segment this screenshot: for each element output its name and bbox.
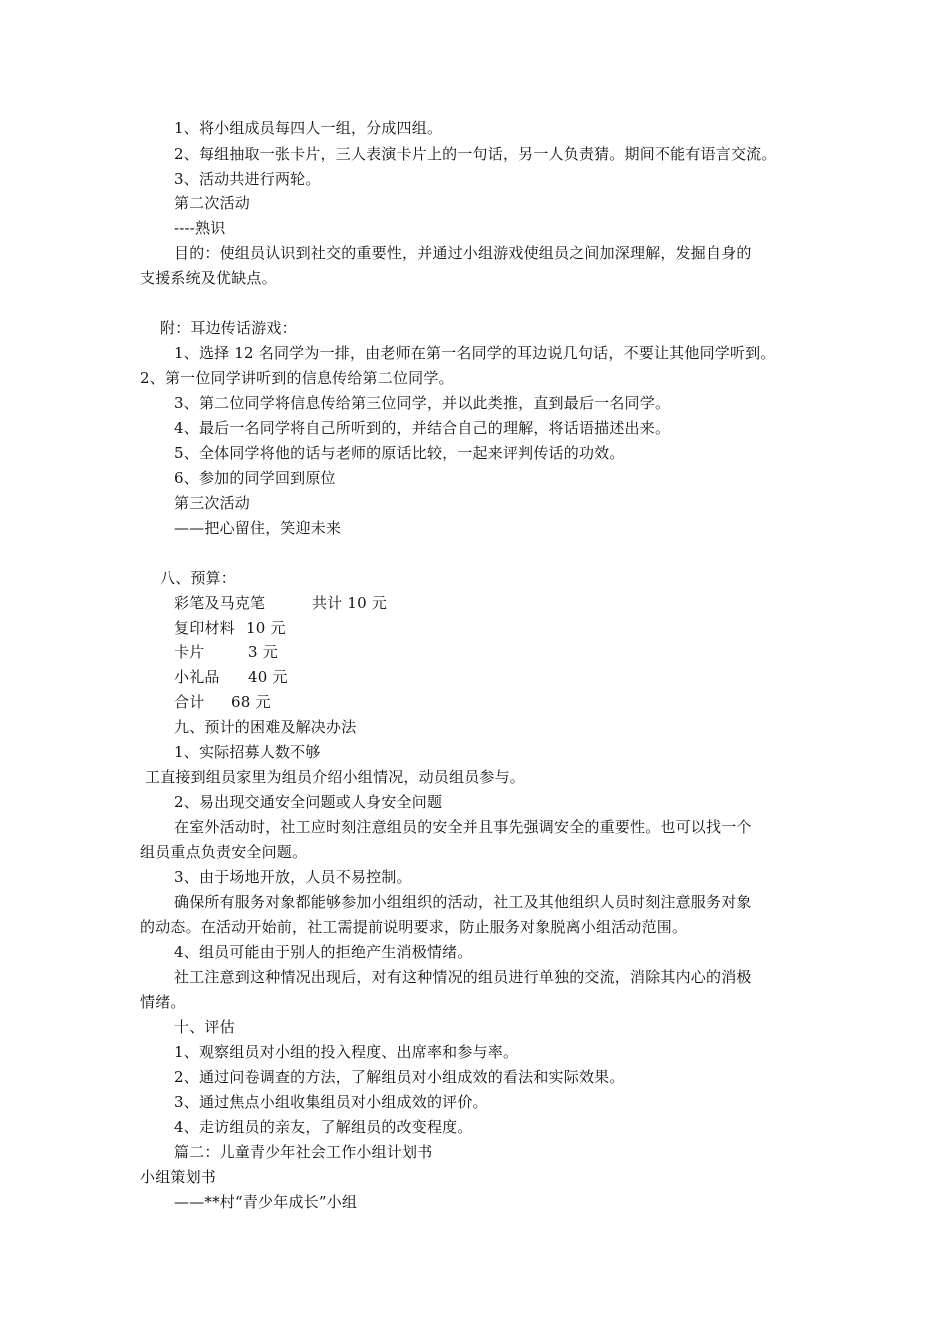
text-line: 1、实际招募人数不够 xyxy=(174,743,321,761)
section-subtitle: ----熟识 xyxy=(174,219,226,237)
budget-item: 合计 xyxy=(174,693,205,711)
budget-row xyxy=(174,667,288,687)
text-line: 1、将小组成员每四人一组，分成四组。 xyxy=(174,119,443,137)
document-subtitle: ——**村“青少年成长”小组 xyxy=(174,1193,358,1211)
text-line: 情绪。 xyxy=(140,993,186,1011)
text-line: 工直接到组员家里为组员介绍小组情况，动员组员参与。 xyxy=(145,768,526,786)
budget-item: 小礼品 xyxy=(174,668,220,686)
budget-item: 彩笔及马克笔 xyxy=(174,594,266,612)
budget-row xyxy=(174,642,278,662)
budget-amount: 10 元 xyxy=(246,619,286,637)
text-line: 2、通过问卷调查的方法，了解组员对小组成效的看法和实际效果。 xyxy=(174,1068,625,1086)
budget-amount: 共计 10 元 xyxy=(312,594,388,612)
section-heading: 篇二：儿童青少年社会工作小组计划书 xyxy=(174,1143,433,1161)
text-line: 2、每组抽取一张卡片，三人表演卡片上的一句话，另一人负责猜。期间不能有语言交流。 xyxy=(174,145,777,163)
text-line: 1、选择 12 名同学为一排，由老师在第一名同学的耳边说几句话，不要让其他同学听到。 xyxy=(174,344,776,362)
text-line: 目的：使组员认识到社交的重要性，并通过小组游戏使组员之间加深理解，发掘自身的 xyxy=(174,244,752,262)
text-line: 2、易出现交通安全问题或人身安全问题 xyxy=(174,793,443,811)
text-line: 4、最后一名同学将自己所听到的，并结合自己的理解，将话语描述出来。 xyxy=(174,419,671,437)
section-heading: 附：耳边传话游戏： xyxy=(160,319,297,337)
section-heading: 八、预算： xyxy=(160,569,237,587)
text-line: 的动态。在活动开始前，社工需提前说明要求，防止服务对象脱离小组活动范围。 xyxy=(140,918,688,936)
section-heading: 第二次活动 xyxy=(174,194,251,212)
budget-amount: 3 元 xyxy=(248,643,278,661)
section-subtitle: ——把心留住，笑迎未来 xyxy=(174,519,342,537)
section-heading: 第三次活动 xyxy=(174,494,251,512)
budget-item: 卡片 xyxy=(174,643,205,661)
text-line: 4、组员可能由于别人的拒绝产生消极情绪。 xyxy=(174,943,473,961)
text-line: 组员重点负责安全问题。 xyxy=(140,843,308,861)
budget-row xyxy=(174,618,286,638)
text-line: 2、第一位同学讲听到的信息传给第二位同学。 xyxy=(140,369,454,387)
budget-row xyxy=(174,692,271,712)
text-line: 3、活动共进行两轮。 xyxy=(174,170,321,188)
text-line: 1、观察组员对小组的投入程度、出席率和参与率。 xyxy=(174,1043,519,1061)
text-line: 在室外活动时，社工应时刻注意组员的安全并且事先强调安全的重要性。也可以找一个 xyxy=(174,818,752,836)
budget-item: 复印材料 xyxy=(174,619,235,637)
text-line: 3、通过焦点小组收集组员对小组成效的评价。 xyxy=(174,1093,488,1111)
text-line: 支援系统及优缺点。 xyxy=(140,269,277,287)
text-line: 确保所有服务对象都能够参加小组组织的活动，社工及其他组织人员时刻注意服务对象 xyxy=(174,893,752,911)
text-line: 4、走访组员的亲友，了解组员的改变程度。 xyxy=(174,1118,473,1136)
budget-amount: 40 元 xyxy=(248,668,288,686)
section-heading: 十、评估 xyxy=(174,1018,235,1036)
text-line: 社工注意到这种情况出现后，对有这种情况的组员进行单独的交流，消除其内心的消极 xyxy=(174,968,752,986)
text-line: 3、第二位同学将信息传给第三位同学，并以此类推，直到最后一名同学。 xyxy=(174,394,671,412)
section-heading: 九、预计的困难及解决办法 xyxy=(174,718,357,736)
text-line: 5、全体同学将他的话与老师的原话比较，一起来评判传话的功效。 xyxy=(174,444,625,462)
budget-amount: 68 元 xyxy=(231,693,271,711)
budget-row xyxy=(174,593,387,613)
document-title: 小组策划书 xyxy=(140,1168,217,1186)
text-line: 6、参加的同学回到原位 xyxy=(174,469,336,487)
text-line: 3、由于场地开放，人员不易控制。 xyxy=(174,868,412,886)
